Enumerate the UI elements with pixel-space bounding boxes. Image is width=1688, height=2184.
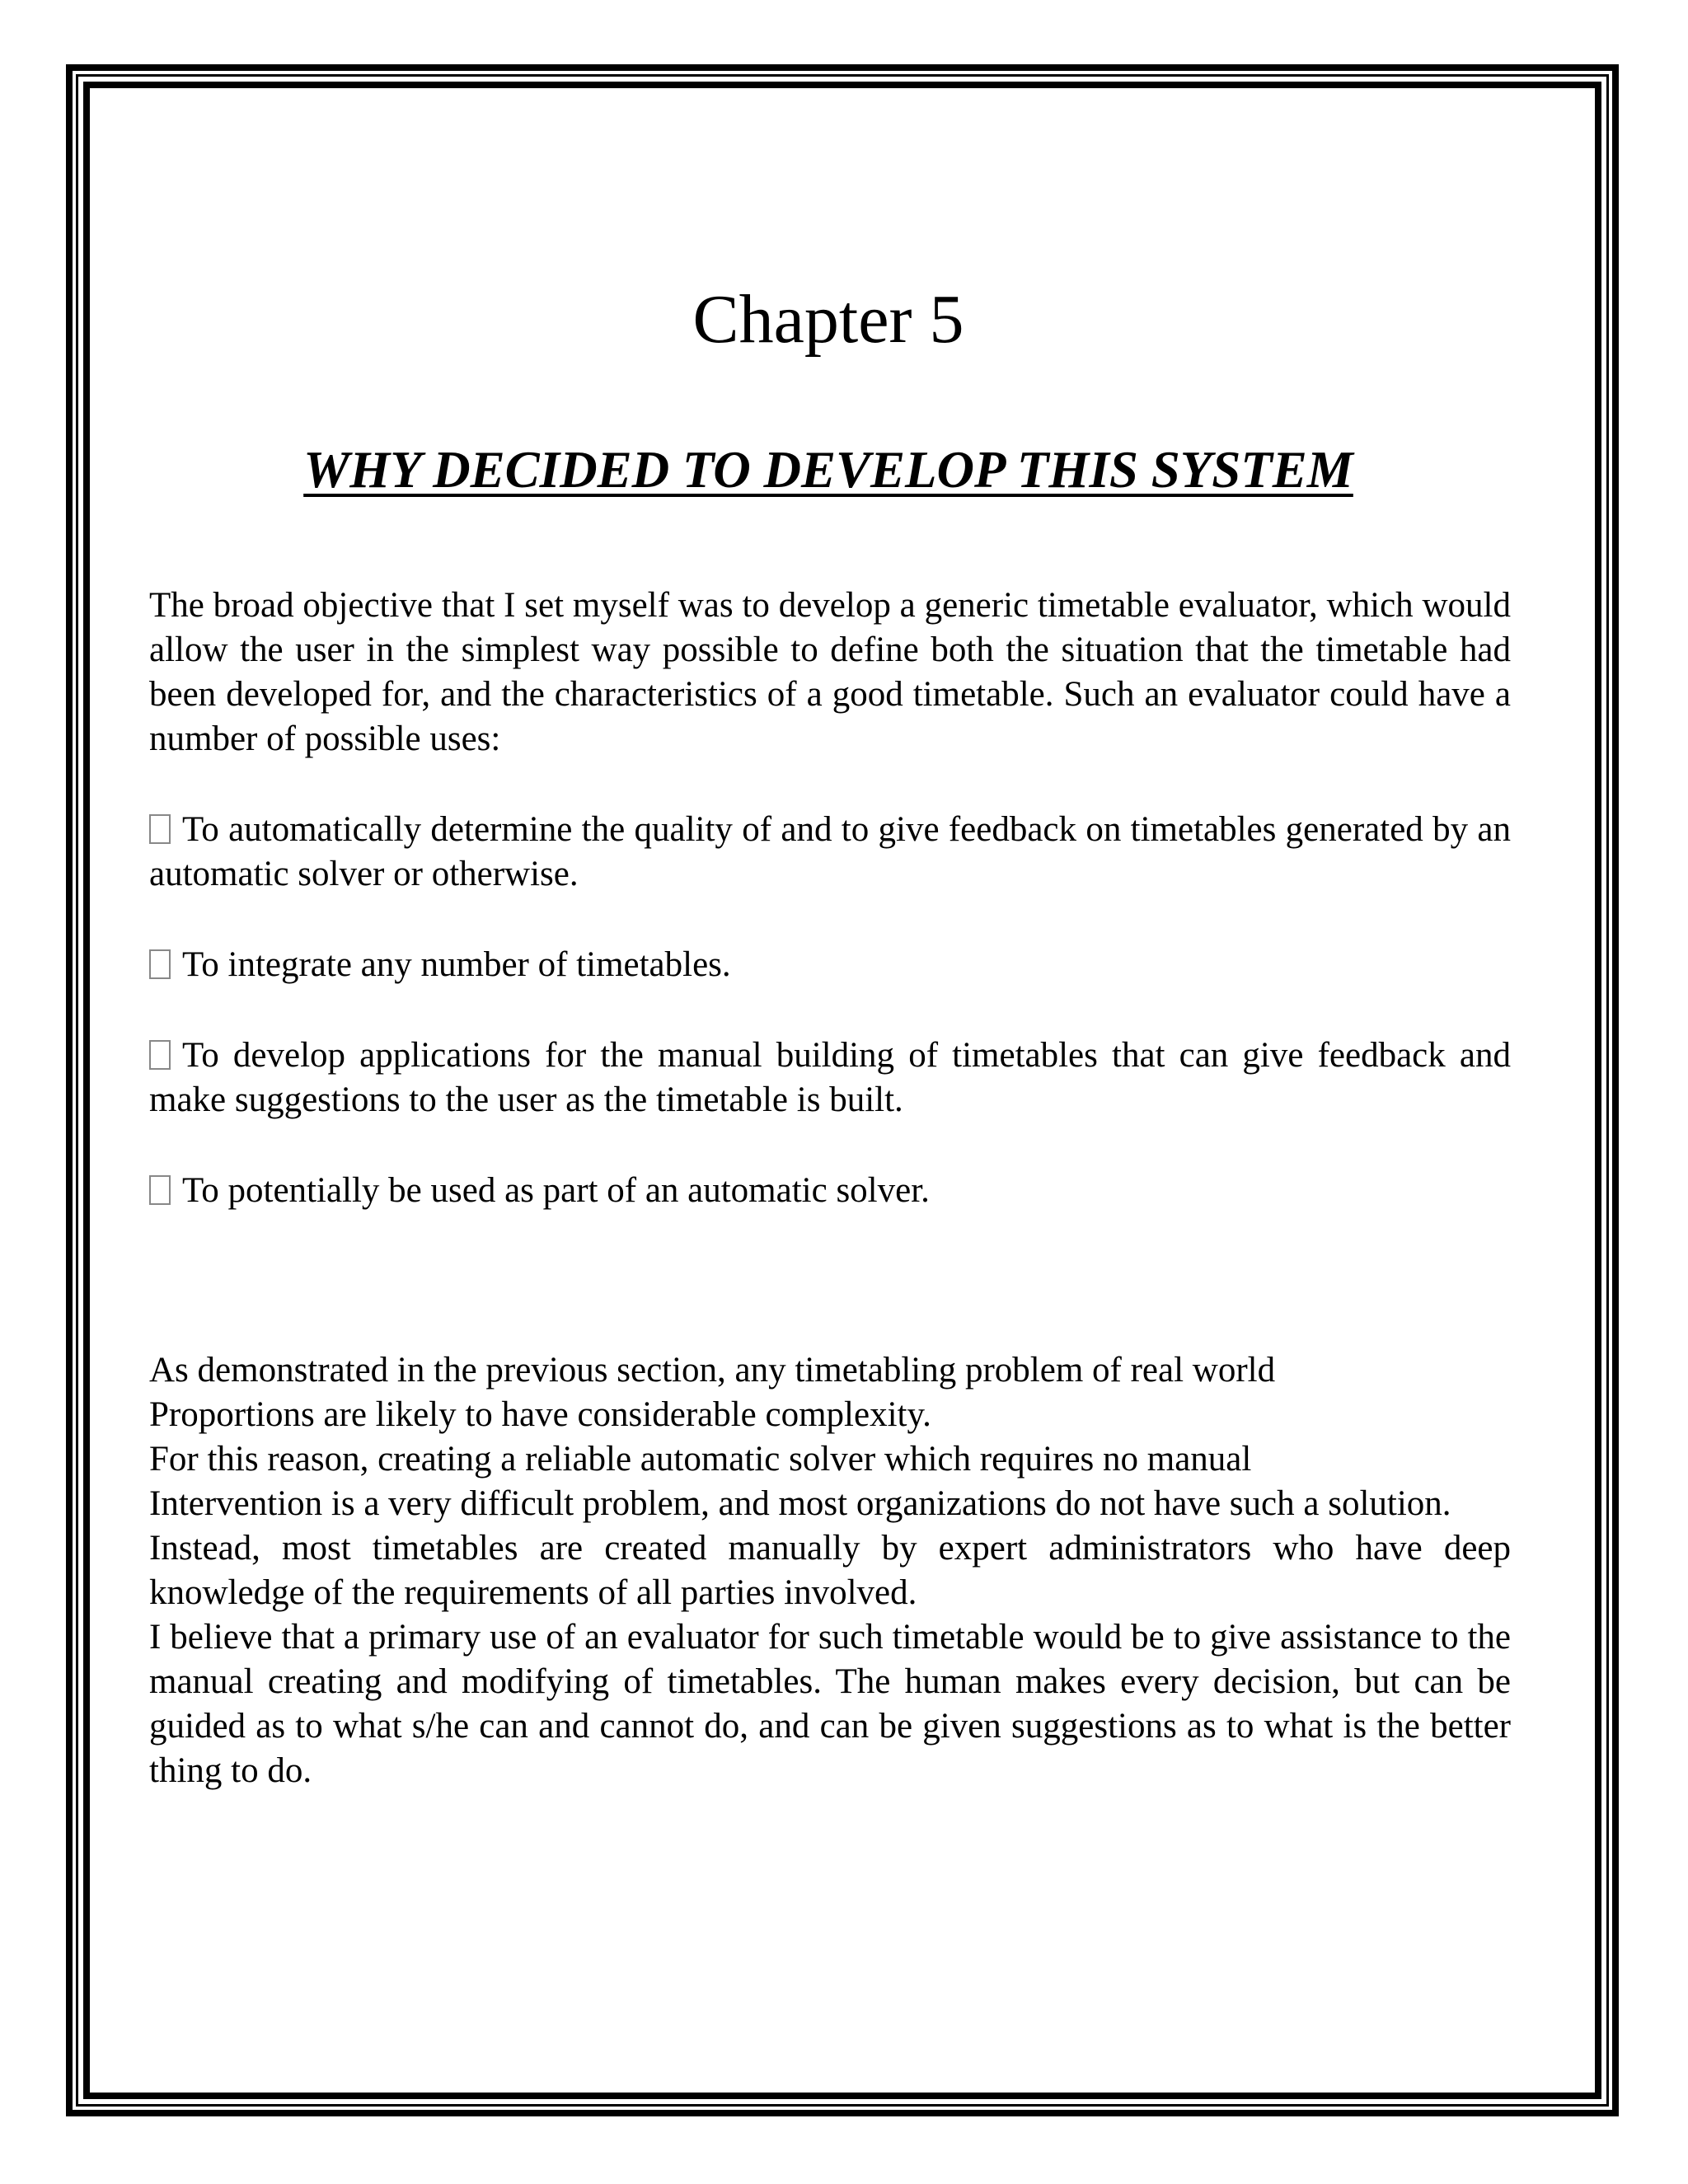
bullet-item [149, 1169, 1511, 1213]
closing-paragraph [149, 1348, 1511, 1793]
bullet-item [149, 1033, 1511, 1122]
closing-line: For this reason, creating a reliable automatic solver which requires no manual [149, 1440, 1252, 1479]
closing-line: I believe that a primary use of an evaluator for such timetable would be to give assistance to the manual creating and modifying of timetables. The human makes every decision, but can be guided as to what s/he can and cannot do, and can be given suggestions as to what is the better thing to do. [149, 1618, 1511, 1790]
bullet-text: To automatically determine the quality of and to give feedback on timetables generated by an automatic solver or otherwise. [149, 810, 1511, 893]
missing-glyph-box-icon [149, 1040, 171, 1070]
section-heading: WHY DECIDED TO DEVELOP THIS SYSTEM [303, 441, 1353, 499]
bullet-text: To develop applications for the manual building of timetables that can give feedback and make suggestions to the user as the timetable is built. [149, 1036, 1511, 1119]
closing-line: Intervention is a very difficult problem, and most organizations do not have such a solution. [149, 1484, 1451, 1523]
closing-line: As demonstrated in the previous section, any timetabling problem of real world [149, 1351, 1276, 1390]
missing-glyph-box-icon [149, 1175, 171, 1205]
bullet-item [149, 808, 1511, 897]
intro-paragraph: The broad objective that I set myself was to develop a generic timetable evaluator, which would allow the user in the simplest way possible to define both the situation that the timetable had been developed for, and the characteristics of a good timetable. Such an evaluator could have a number of possible uses: [149, 586, 1511, 758]
closing-line: Proportions are likely to have considerable complexity. [149, 1395, 931, 1434]
bullet-text: To integrate any number of timetables. [182, 945, 731, 984]
chapter-title: Chapter 5 [692, 281, 964, 358]
closing-line: Instead, most timetables are created manually by expert administrators who have deep knowledge of the requirements of all parties involved. [149, 1529, 1511, 1612]
missing-glyph-box-icon [149, 814, 171, 844]
body-content [149, 583, 1511, 1793]
bullet-text: To potentially be used as part of an automatic solver. [182, 1171, 930, 1210]
bullet-item [149, 943, 1511, 987]
missing-glyph-box-icon [149, 949, 171, 979]
